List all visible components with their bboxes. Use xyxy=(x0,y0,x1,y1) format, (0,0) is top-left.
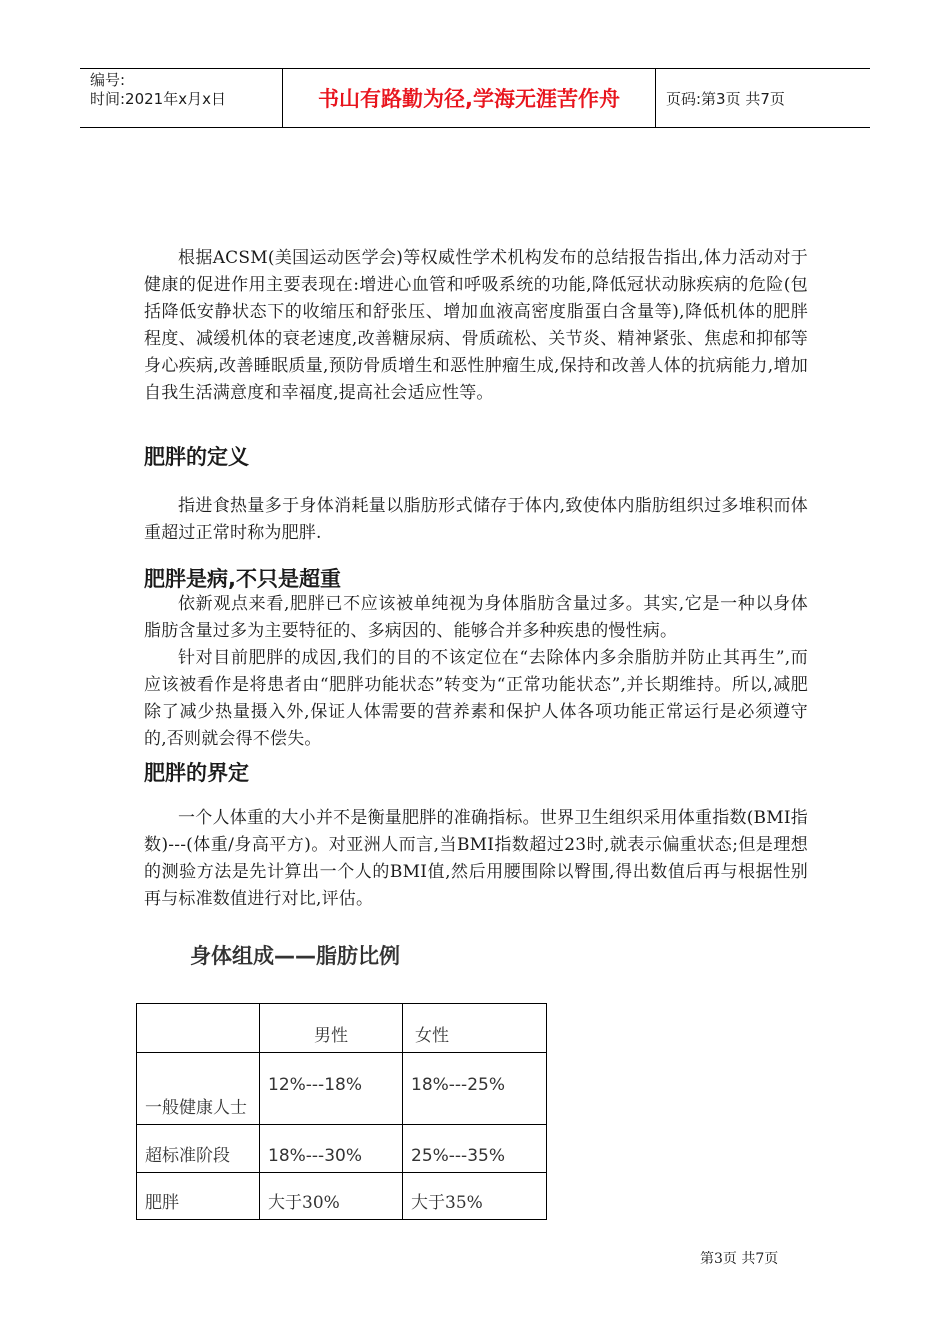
table-cell: 18%---30% xyxy=(260,1125,403,1173)
header-date-label: 时间:2021年x月x日 xyxy=(90,90,226,108)
table-cell: 大于35% xyxy=(403,1173,547,1220)
table-row xyxy=(137,1173,547,1220)
table-cell: 12%---18% xyxy=(260,1053,403,1125)
disease-section xyxy=(144,565,808,753)
page-header xyxy=(80,68,870,128)
disease-paragraph-2: 针对目前肥胖的成因,我们的目的不该定位在“去除体内多余脂肪并防止其再生”,而应该被看作是将患者由“肥胖功能状态”转变为“正常功能状态”,并长期维持。所以,减肥除了减少热量摄入外,保证人体需要的营养素和保护人体各项功能正常运行是必须遵守的,否则就会得不偿失。 xyxy=(144,648,808,749)
fat-ratio-table xyxy=(136,1003,547,1220)
page-footer: 第3页 共7页 xyxy=(700,1251,779,1267)
disease-paragraph-1: 依新观点来看,肥胖已不应该被单纯视为身体脂肪含量过多。其实,它是一种以身体脂肪含量过多为主要特征的、多病因的、能够合并多种疾患的慢性病。 xyxy=(144,594,808,641)
intro-paragraph: 根据ACSM(美国运动医学会)等权威性学术机构发布的总结报告指出,体力活动对于健康的促进作用主要表现在:增进心血管和呼吸系统的功能,降低冠状动脉疾病的危险(包括降低安静状态下的收缩压和舒张压、增加血液高密度脂蛋白含量等),降低机体的肥胖程度、减缓机体的衰老速度,改善糖尿病、骨质疏松、关节炎、精神紧张、焦虑和抑郁等身心疾病,改善睡眠质量,预防骨质增生和恶性肿瘤生成,保持和改善人体的抗病能力,增加自我生活满意度和幸福度,提高社会适应性等。 xyxy=(144,248,808,403)
intro-section xyxy=(144,245,808,407)
table-cell: 超标准阶段 xyxy=(137,1125,260,1173)
header-meta xyxy=(80,69,282,127)
table-header-cell xyxy=(137,1004,260,1053)
header-number-label: 编号: xyxy=(90,71,126,89)
table-cell: 25%---35% xyxy=(403,1125,547,1173)
table-title: 身体组成——脂肪比例 xyxy=(190,944,400,968)
table-cell: 大于30% xyxy=(260,1173,403,1220)
table-header-cell: 女性 xyxy=(403,1004,547,1053)
table-cell: 18%---25% xyxy=(403,1053,547,1125)
heading-boundary: 肥胖的界定 xyxy=(144,761,249,785)
table-row xyxy=(137,1053,547,1125)
definition-section xyxy=(144,443,808,547)
header-page-info: 页码:第3页 共7页 xyxy=(666,89,785,108)
bmi-paragraph: 一个人体重的大小并不是衡量肥胖的准确指标。世界卫生组织采用体重指数(BMI指数)---(体重/身高平方)。对亚洲人而言,当BMI指数超过23时,就表示偏重状态;但是理想的测验方法是先计算出一个人的BMI值,然后用腰围除以臀围,得出数值后再与根据性别再与标准数值进行对比,评估。 xyxy=(144,808,808,909)
definition-paragraph: 指进食热量多于身体消耗量以脂肪形式储存于体内,致使体内脂肪组织过多堆积而体重超过正常时称为肥胖. xyxy=(144,496,808,543)
table-header-cell: 男性 xyxy=(260,1004,403,1053)
boundary-section xyxy=(144,759,808,913)
heading-disease: 肥胖是病,不只是超重 xyxy=(144,567,341,591)
table-cell: 一般健康人士 xyxy=(137,1053,260,1125)
heading-definition: 肥胖的定义 xyxy=(144,445,249,469)
table-header-row xyxy=(137,1004,547,1053)
table-cell: 肥胖 xyxy=(137,1173,260,1220)
header-motto: 书山有路勤为径,学海无涯苦作舟 xyxy=(282,69,656,127)
table-row xyxy=(137,1125,547,1173)
